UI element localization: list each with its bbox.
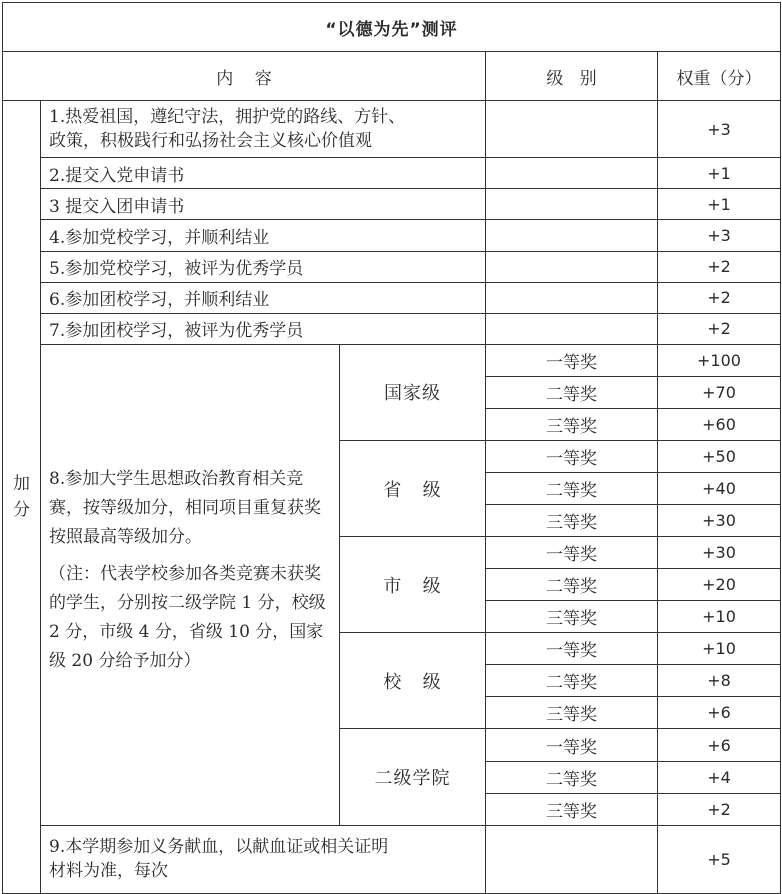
item-text: 5.参加党校学习，被评为优秀学员 xyxy=(41,251,486,282)
level-name: 市 级 xyxy=(340,537,486,633)
item-level xyxy=(486,189,658,220)
item-text: 6.参加团校学习，并顺利结业 xyxy=(41,282,486,313)
award-grade: 一等奖 xyxy=(486,633,658,665)
item-level xyxy=(486,282,658,313)
item-text-line1: 9.本学期参加义务献血，以献血证或相关证明 xyxy=(49,837,389,858)
item-points: +2 xyxy=(658,251,781,282)
item-level xyxy=(486,251,658,282)
award-points: +20 xyxy=(658,569,781,601)
award-points: +8 xyxy=(658,665,781,697)
level-name: 校 级 xyxy=(340,633,486,729)
award-points: +30 xyxy=(658,537,781,569)
item-level xyxy=(486,101,658,158)
award-grade: 二等奖 xyxy=(486,472,658,504)
competition-rule: 8.参加大学生思想政治教育相关竞赛，按等级加分，相同项目重复获奖按照最高等级加分。 xyxy=(49,468,321,547)
award-grade: 三等奖 xyxy=(486,601,658,633)
item-points: +5 xyxy=(658,825,781,893)
award-grade: 二等奖 xyxy=(486,761,658,793)
award-points: +4 xyxy=(658,761,781,793)
award-points: +70 xyxy=(658,376,781,408)
item-text-line2: 政策，积极践行和弘扬社会主义核心价值观 xyxy=(49,131,372,152)
award-grade: 二等奖 xyxy=(486,376,658,408)
item-level xyxy=(486,158,658,189)
award-grade: 二等奖 xyxy=(486,569,658,601)
item-points: +3 xyxy=(658,220,781,251)
award-grade: 三等奖 xyxy=(486,697,658,729)
item-points: +3 xyxy=(658,101,781,158)
award-points: +50 xyxy=(658,440,781,472)
item-points: +1 xyxy=(658,158,781,189)
header-content: 内 容 xyxy=(3,52,486,101)
item-points: +2 xyxy=(658,313,781,344)
item-points: +1 xyxy=(658,189,781,220)
item-level xyxy=(486,313,658,344)
award-points: +2 xyxy=(658,793,781,825)
item-text xyxy=(41,825,486,893)
competition-description xyxy=(41,344,340,825)
award-points: +10 xyxy=(658,601,781,633)
header-level: 级 别 xyxy=(486,52,658,101)
item-text-line1: 1.热爱祖国，遵纪守法，拥护党的路线、方针、 xyxy=(49,107,406,128)
item-level xyxy=(486,825,658,893)
award-grade: 三等奖 xyxy=(486,505,658,537)
award-grade: 三等奖 xyxy=(486,793,658,825)
award-grade: 一等奖 xyxy=(486,729,658,761)
award-points: +100 xyxy=(658,344,781,376)
award-points: +10 xyxy=(658,633,781,665)
award-points: +40 xyxy=(658,472,781,504)
section-label-line2: 分 xyxy=(13,500,30,521)
item-level xyxy=(486,220,658,251)
item-text: 3 提交入团申请书 xyxy=(41,189,486,220)
award-points: +6 xyxy=(658,729,781,761)
evaluation-table xyxy=(2,2,781,894)
section-label-line1: 加 xyxy=(13,474,30,495)
header-weight: 权重（分） xyxy=(658,52,781,101)
level-name: 二级学院 xyxy=(340,729,486,825)
award-grade: 一等奖 xyxy=(486,537,658,569)
item-points: +2 xyxy=(658,282,781,313)
award-points: +60 xyxy=(658,408,781,440)
item-text: 2.提交入党申请书 xyxy=(41,158,486,189)
item-text: 4.参加党校学习，并顺利结业 xyxy=(41,220,486,251)
competition-note: （注：代表学校参加各类竞赛未获奖的学生，分别按二级学院 1 分，校级 2 分，市级 4 分，省级 10 分，国家级 20 分给予加分） xyxy=(49,563,326,671)
level-name: 国家级 xyxy=(340,344,486,440)
table-title: “以德为先”测评 xyxy=(3,3,781,52)
award-grade: 三等奖 xyxy=(486,408,658,440)
award-grade: 一等奖 xyxy=(486,440,658,472)
award-grade: 一等奖 xyxy=(486,344,658,376)
section-label xyxy=(3,101,41,894)
award-points: +6 xyxy=(658,697,781,729)
item-text xyxy=(41,101,486,158)
item-text-line2: 材料为准，每次 xyxy=(49,861,168,882)
item-text: 7.参加团校学习，被评为优秀学员 xyxy=(41,313,486,344)
level-name: 省 级 xyxy=(340,440,486,536)
award-grade: 二等奖 xyxy=(486,665,658,697)
award-points: +30 xyxy=(658,505,781,537)
